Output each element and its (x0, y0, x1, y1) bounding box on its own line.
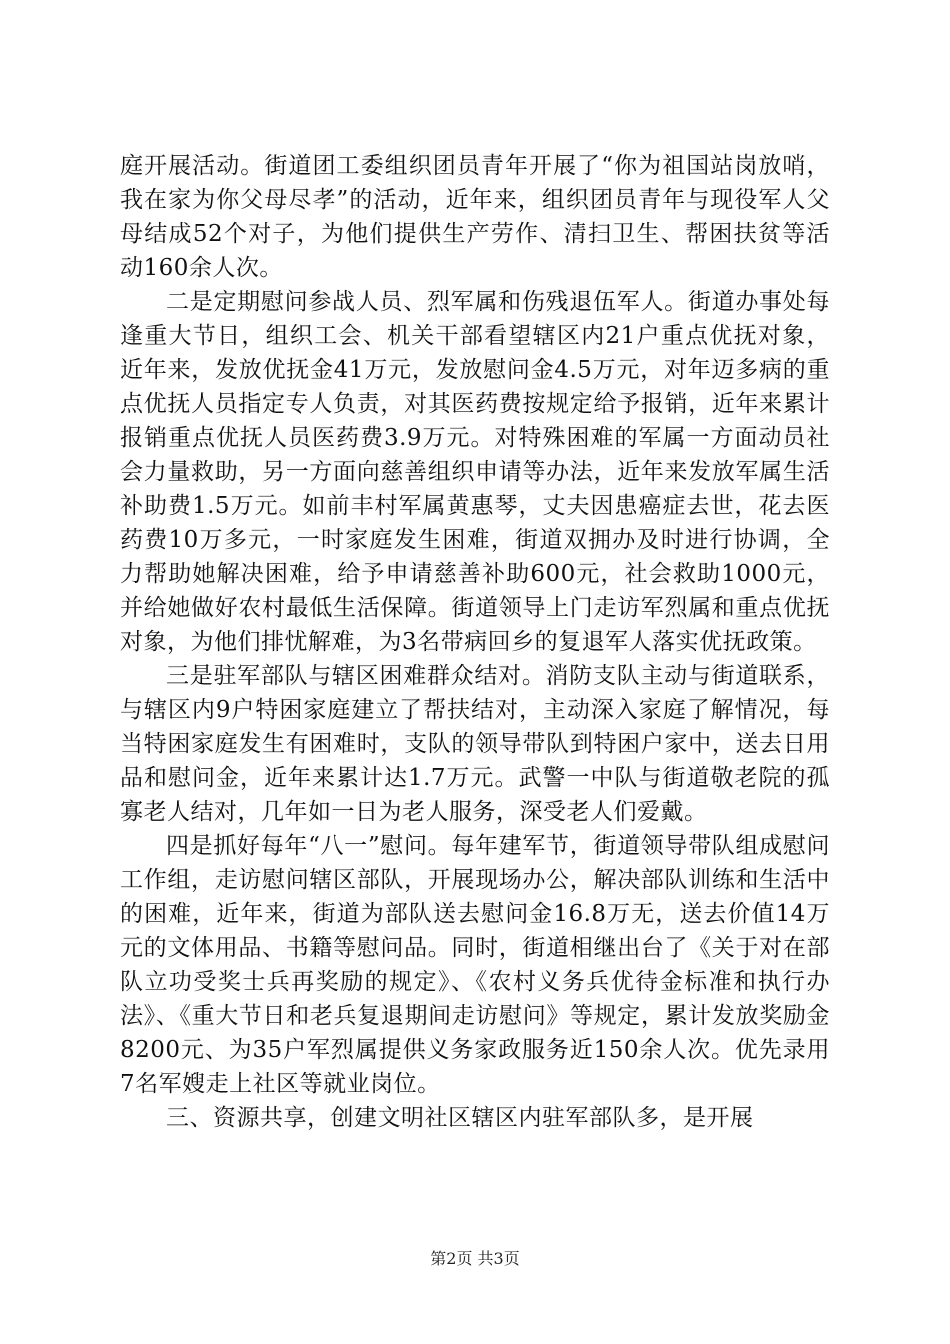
document-body (120, 149, 830, 1135)
paragraph-condolence-visits: 二是定期慰问参战人员、烈军属和伤残退伍军人。街道办事处每逢重大节日，组织工会、机关干部看望辖区内21户重点优抚对象，近年来，发放优抚金41万元，发放慰问金4.5万元，对年迈多病的重点优抚人员指定专人负责，对其医药费按规定给予报销，近年来累计报销重点优抚人员医药费3.9万元。对特殊困难的军属一方面动员社会力量救助，另一方面向慈善组织申请等办法，近年来发放军属生活补助费1.5万元。如前丰村军属黄惠琴，丈夫因患癌症去世，花去医药费10万多元，一时家庭发生困难，街道双拥办及时进行协调，全力帮助她解决困难，给予申请慈善补助600元，社会救助1000元，并给她做好农村最低生活保障。街道领导上门走访军烈属和重点优抚对象，为他们排忧解难，为3名带病回乡的复退军人落实优抚政策。 (120, 289, 830, 655)
page-number-footer: 第2页 共3页 (430, 1249, 520, 1268)
paragraph-resource-sharing: 三、资源共享，创建文明社区辖区内驻军部队多，是开展 (166, 1105, 754, 1131)
paragraph-army-day: 四是抓好每年“八一”慰问。每年建军节，街道领导带队组成慰问工作组，走访慰问辖区部队，开展现场办公，解决部队训练和生活中的困难，近年来，街道为部队送去慰问金16.8万无，送去价值14万元的文体用品、书籍等慰问品。同时，街道相继出台了《关于对在部队立功受奖士兵再奖励的规定》、《农村义务兵优待金标准和执行办法》、《重大节日和老兵复退期间走访慰问》等规定，累计发放奖励金8200元、为35户军烈属提供义务家政服务近150余人次。优先录用7名军嫂走上社区等就业岗位。 (120, 833, 830, 1097)
paragraph-troop-pairing: 三是驻军部队与辖区困难群众结对。消防支队主动与街道联系，与辖区内9户特困家庭建立了帮扶结对，主动深入家庭了解情况，每当特困家庭发生有困难时，支队的领导带队到特困户家中，送去日用品和慰问金，近年来累计达1.7万元。武警一中队与街道敬老院的孤寡老人结对，几年如一日为老人服务，深受老人们爱戴。 (120, 663, 830, 825)
paragraph-continuation: 庭开展活动。街道团工委组织团员青年开展了“你为祖国站岗放哨，我在家为你父母尽孝”的活动，近年来，组织团员青年与现役军人父母结成52个对子，为他们提供生产劳作、清扫卫生、帮困扶贫等活动160余人次。 (120, 153, 830, 281)
